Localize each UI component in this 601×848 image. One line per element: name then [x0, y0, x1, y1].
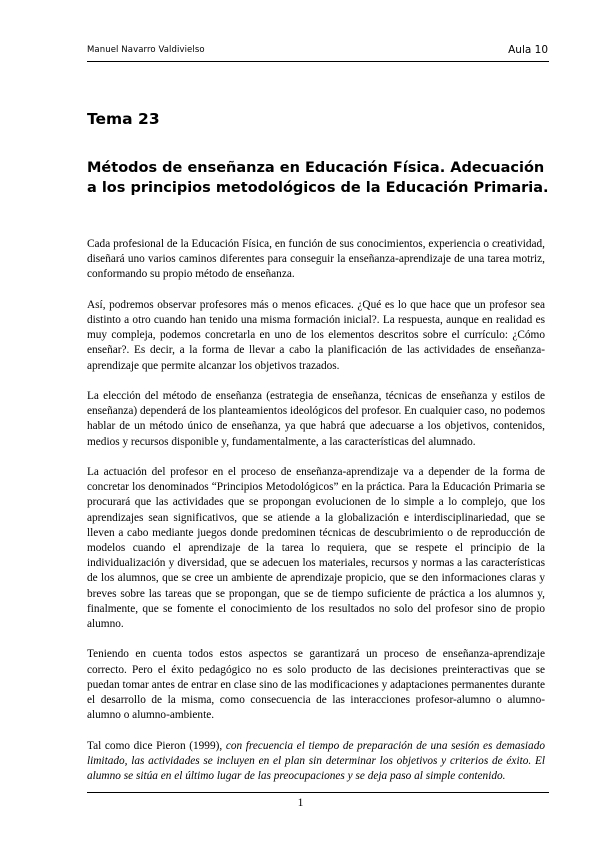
paragraph: Así, podremos observar profesores más o menos eficaces. ¿Qué es lo que hace que un profesor sea distinto a otro cuando han tenido una misma formación inicial?. La respuesta, aunque en realidad es muy compleja, podemos concretarla en uno de los elementos descritos sobre el currículo: ¿Cómo enseñar?. Es decir, a la forma de llevar a cabo la planificación de las actividades de enseñanza-aprendizaje que permite alcanzar los objetivos trazados.	[87, 298, 545, 372]
paragraph: La elección del método de enseñanza (estrategia de enseñanza, técnicas de enseñanza y estilos de enseñanza) dependerá de los planteamientos ideológicos del profesor. En cualquier caso, no podemos hablar de un método único de enseñanza, ya que habrá que adecuarse a los objetivos, contenidos, medios y recursos disponible y, fundamentalmente, a las características del alumnado.	[87, 390, 545, 448]
paragraph: Teniendo en cuenta todos estos aspectos se garantizará un proceso de enseñanza-aprendizaje correcto. Pero el éxito pedagógico no es solo producto de las decisiones preinteractivas que se puedan tomar antes de entrar en clase sino de las modificaciones y adaptaciones permanentes durante el desarrollo de la misma, como consecuencia de las interacciones profesor-alumno o alumno-alumno o alumno-ambiente.	[87, 648, 545, 722]
header-rule	[87, 61, 549, 62]
body-text	[87, 237, 545, 784]
paragraph: Cada profesional de la Educación Física, en función de sus conocimientos, experiencia o creatividad, diseñará uno varios caminos diferentes para conseguir la enseñanza-aprendizaje de una tarea motriz, conformando su propio método de enseñanza.	[87, 238, 545, 281]
quote-lead: Tal como dice Pieron (1999),	[87, 739, 226, 752]
document-title: Métodos de enseñanza en Educación Física. Adecuación a los principios metodológicos de la Educación Primaria.	[87, 160, 549, 196]
header-series: Aula 10	[508, 44, 548, 56]
topic-heading: Tema 23	[87, 110, 160, 128]
quote-text: con frecuencia el tiempo de preparación de una sesión es demasiado limitado, las actividades se incluyen en el plan sin determinar los objetivos y criterios de éxito. El alumno se sitúa en el último lugar de las preocupaciones y se deja paso al simple contenido.	[87, 739, 545, 783]
running-header	[87, 44, 549, 58]
quote-paragraph	[87, 739, 545, 785]
page-number: 1	[297, 797, 304, 809]
header-author: Manuel Navarro Valdivielso	[87, 45, 205, 55]
paragraph: La actuación del profesor en el proceso de enseñanza-aprendizaje va a depender de la forma de concretar los denominados “Principios Metodológicos” en la práctica. Para la Educación Primaria se procurará que las actividades que se propongan evolucionen de lo simple a lo complejo, que los aprendizajes sean significativos, que se atiende a la globalización e interdisciplinariedad, que se lleven a cabo mediante juegos donde predominen técnicas de descubrimiento o de reproducción de modelos cuando el aprendizaje de la tarea lo requiera, que se respete el principio de la individualización y diversidad, que se adecuen los materiales, recursos y normas a las características de los alumnos, que se cree un ambiente de aprendizaje propicio, que se den informaciones claras y breves sobre las tareas que se propongan, que se de tiempo suficiente de práctica a los alumnos y, finalmente, que se fomente el conocimiento de los resultados no solo del profesor sino de propio alumno.	[87, 466, 545, 631]
footer-rule	[87, 792, 549, 793]
